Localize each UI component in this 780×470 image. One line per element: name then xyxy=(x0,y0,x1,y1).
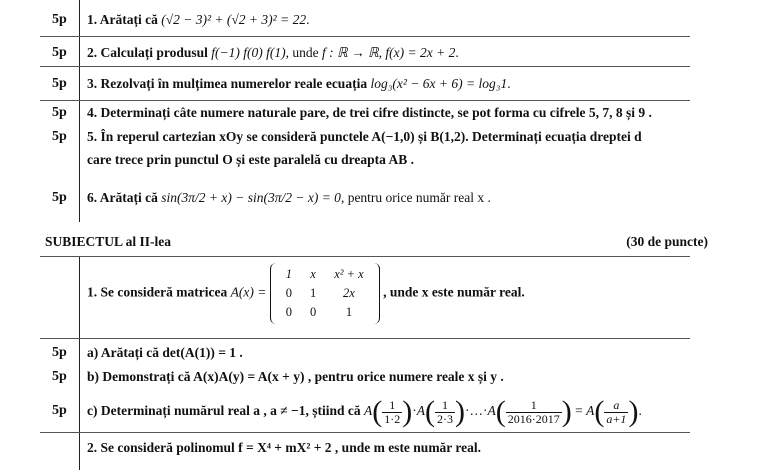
item-6: 6. Arătați că sin(3π/2 + x) − sin(3π/2 − x) = 0, pentru orice număr real x . xyxy=(87,190,491,205)
points-5: 5p xyxy=(52,129,67,144)
row-divider xyxy=(40,100,690,101)
points-a: 5p xyxy=(52,345,67,360)
section-2-header xyxy=(45,234,708,250)
points-b: 5p xyxy=(52,369,67,384)
row-divider xyxy=(40,36,690,37)
item-2: 2. Calculați produsul f(−1) f(0) f(1), unde f : ℝ → ℝ, f(x) = 2x + 2. xyxy=(87,45,459,60)
part-b: b) Demonstrați că A(x)A(y) = A(x + y) , pentru orice numere reale x și y . xyxy=(87,369,504,384)
row-divider xyxy=(40,338,690,339)
section-2-title: SUBIECTUL al II-lea xyxy=(45,234,172,249)
item-4: 4. Determinați câte numere naturale pare, de trei cifre distincte, se pot forma cu cifrele 5, 7, 8 și 9 . xyxy=(87,105,652,120)
part-c: c) Determinați numărul real a , a ≠ −1, știind că A( $\frac{1}{1\cdot 2}$ )·A( $\frac{1}{2\cdot 3}$ )·…·A( $\frac{1}{2016\cdot 2017}$ ) = A( $\frac{a}{a+1}$ ). xyxy=(87,395,642,428)
row-divider xyxy=(40,256,690,257)
points-4: 5p xyxy=(52,105,67,120)
item-1: 1. Arătați că (√2 − 3)² + (√2 + 3)² = 22. xyxy=(87,12,310,27)
item-5-line-2: care trece prin punctul O și este paralelă cu dreapta AB . xyxy=(87,152,414,167)
row-divider xyxy=(40,66,690,67)
matrix-A: 1 x x² + x 0 1 2x 0 0 1 xyxy=(270,263,380,324)
points-column-divider xyxy=(79,0,80,222)
points-2: 5p xyxy=(52,45,67,60)
matrix-definition: 1. Se consideră matricea A(x) = 1 x x² + x 0 1 2x 0 0 1 , unde x este număr real. xyxy=(87,263,525,324)
item-5-line-1: 5. În reperul cartezian xOy se consideră punctele A(−1,0) și B(1,2). Determinați ecuația dreptei d xyxy=(87,129,642,144)
section-2-score: (30 de puncte) xyxy=(626,234,708,249)
points-6: 5p xyxy=(52,190,67,205)
points-3: 5p xyxy=(52,76,67,91)
row-divider xyxy=(40,432,690,433)
item-3: 3. Rezolvați în mulțimea numerelor reale ecuația log₃(x² − 6x + 6) = log₃1. xyxy=(87,76,511,91)
points-column-divider-2 xyxy=(79,256,80,470)
part-a: a) Arătați că det(A(1)) = 1 . xyxy=(87,345,243,360)
points-1: 5p xyxy=(52,12,67,27)
polynomial-definition: 2. Se consideră polinomul f = X⁴ + mX² + 2 , unde m este număr real. xyxy=(87,440,482,455)
points-c: 5p xyxy=(52,403,67,418)
